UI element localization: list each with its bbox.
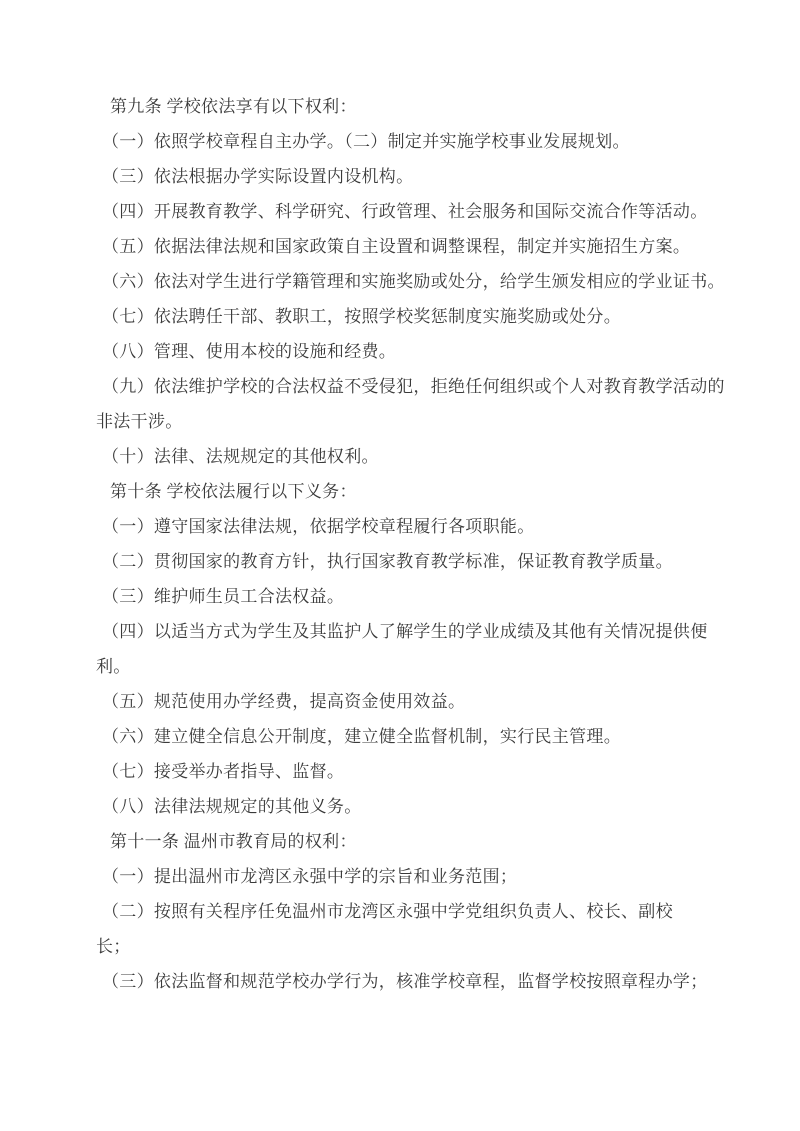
text-line: （七）接受举办者指导、监督。 [102, 762, 345, 781]
text-line: （五）依据法律法规和国家政策自主设置和调整课程，制定并实施招生方案。 [102, 237, 691, 256]
text-line: （三）依法根据办学实际设置内设机构。 [102, 167, 414, 186]
text-line: （五）规范使用办学经费，提高资金使用效益。 [102, 692, 466, 711]
text-line: （六）依法对学生进行学籍管理和实施奖励或处分，给学生颁发相应的学业证书。 [102, 272, 725, 291]
text-line: （一）依照学校章程自主办学。（二）制定并实施学校事业发展规划。 [102, 132, 630, 151]
text-line: （三）依法监督和规范学校办学行为，核准学校章程，监督学校按照章程办学； [102, 972, 708, 991]
text-line: 非法干涉。 [96, 412, 183, 431]
article-heading-line: 第十条 学校依法履行以下义务： [110, 482, 357, 501]
text-line: （二）按照有关程序任免温州市龙湾区永强中学党组织负责人、校长、副校 [102, 902, 673, 921]
text-line: （一）遵守国家法律法规，依据学校章程履行各项职能。 [102, 517, 535, 536]
text-line: （九）依法维护学校的合法权益不受侵犯，拒绝任何组织或个人对教育教学活动的 [102, 377, 725, 396]
text-line: （三）维护师生员工合法权益。 [102, 587, 345, 606]
text-line: （八）法律法规规定的其他义务。 [102, 797, 362, 816]
article-heading-line: 第十一条 温州市教育局的权利： [110, 832, 357, 851]
text-line: （四）以适当方式为学生及其监护人了解学生的学业成绩及其他有关情况提供便 [102, 622, 708, 641]
text-line: （四）开展教育教学、科学研究、行政管理、社会服务和国际交流合作等活动。 [102, 202, 708, 221]
text-line: （八）管理、使用本校的设施和经费。 [102, 342, 397, 361]
text-line: （十）法律、法规规定的其他权利。 [102, 447, 379, 466]
document-text-body [96, 89, 725, 999]
text-line: 长； [96, 937, 131, 956]
text-line: 利。 [96, 657, 131, 676]
text-line: （一）提出温州市龙湾区永强中学的宗旨和业务范围； [102, 867, 518, 886]
text-line: （二）贯彻国家的教育方针，执行国家教育教学标准，保证教育教学质量。 [102, 552, 673, 571]
text-line: （七）依法聘任干部、教职工，按照学校奖惩制度实施奖励或处分。 [102, 307, 621, 326]
article-heading-line: 第九条 学校依法享有以下权利： [110, 97, 357, 116]
text-line: （六）建立健全信息公开制度，建立健全监督机制，实行民主管理。 [102, 727, 621, 746]
